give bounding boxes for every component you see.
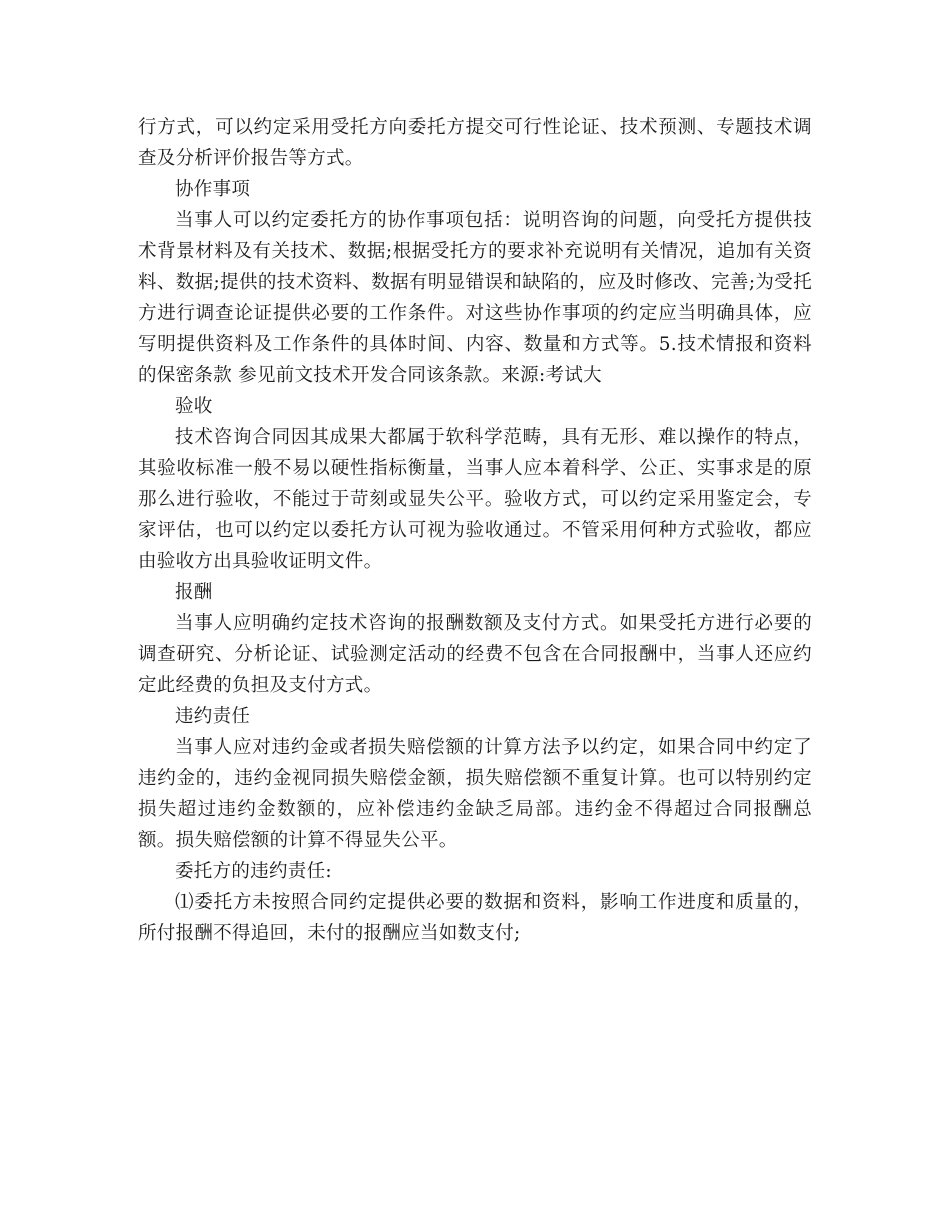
section-heading-acceptance: 验收 bbox=[175, 396, 213, 417]
section-heading-client-liability: 委托方的违约责任: bbox=[175, 861, 332, 882]
paragraph-client-liability-item-1: ⑴委托方未按照合同约定提供必要的数据和资料，影响工作进度和质量的，所付报酬不得追回，未付的报酬应当如数支付; bbox=[138, 892, 812, 944]
document-page bbox=[138, 112, 812, 949]
paragraph-acceptance: 技术咨询合同因其成果大都属于软科学范畴，具有无形、难以操作的特点，其验收标准一般不易以硬性指标衡量，当事人应本着科学、公正、实事求是的原那么进行验收，不能过于苛刻或显失公平。验收方式，可以约定采用鉴定会，专家评估，也可以约定以委托方认可视为验收通过。不管采用何种方式验收，都应由验收方出具验收证明文件。 bbox=[138, 427, 812, 572]
paragraph-liability: 当事人应对违约金或者损失赔偿额的计算方法予以约定，如果合同中约定了违约金的，违约金视同损失赔偿金额，损失赔偿额不重复计算。也可以特别约定损失超过违约金数额的，应补偿违约金缺乏局部。违约金不得超过合同报酬总额。损失赔偿额的计算不得显失公平。 bbox=[138, 737, 812, 851]
paragraph-continuation: 行方式，可以约定采用受托方向委托方提交可行性论证、技术预测、专题技术调查及分析评价报告等方式。 bbox=[138, 117, 812, 169]
section-heading-remuneration: 报酬 bbox=[175, 582, 213, 603]
paragraph-cooperation: 当事人可以约定委托方的协作事项包括：说明咨询的问题，向受托方提供技术背景材料及有关技术、数据;根据受托方的要求补充说明有关情况，追加有关资料、数据;提供的技术资料、数据有明显错误和缺陷的，应及时修改、完善;为受托方进行调查论证提供必要的工作条件。对这些协作事项的约定应当明确具体，应写明提供资料及工作条件的具体时间、内容、数量和方式等。5.技术情报和资料的保密条款 参见前文技术开发合同该条款。来源:考试大 bbox=[138, 210, 812, 386]
paragraph-remuneration: 当事人应明确约定技术咨询的报酬数额及支付方式。如果受托方进行必要的调查研究、分析论证、试验测定活动的经费不包含在合同报酬中，当事人还应约定此经费的负担及支付方式。 bbox=[138, 613, 812, 696]
section-heading-cooperation: 协作事项 bbox=[175, 179, 251, 200]
section-heading-liability: 违约责任 bbox=[175, 706, 251, 727]
